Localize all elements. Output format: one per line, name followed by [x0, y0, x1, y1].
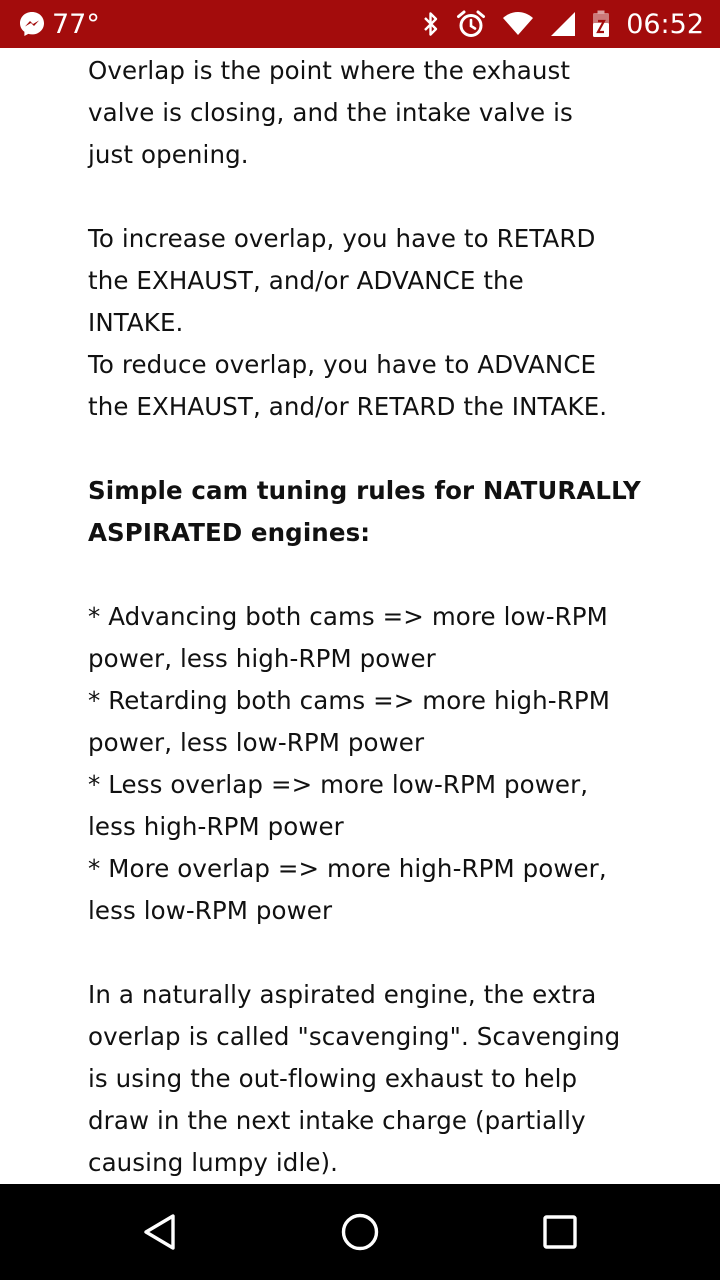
paragraph-scavenging: In a naturally aspirated engine, the extra overlap is called "scavenging". Scavenging is using the out-flowing exhaust to help draw in the next intake charge (partially causing lumpy idle). [88, 980, 621, 1177]
bluetooth-icon [422, 10, 440, 38]
navigation-bar [0, 1184, 720, 1280]
spacer [88, 932, 688, 974]
back-button[interactable] [136, 1208, 184, 1256]
paragraph-increase-overlap: To increase overlap, you have to RETARD the EXHAUST, and/or ADVANCE the INTAKE. [88, 224, 596, 337]
status-left [18, 0, 100, 48]
recents-button[interactable] [536, 1208, 584, 1256]
back-icon [140, 1212, 180, 1252]
rule-item: * Retarding both cams => more high-RPM power, less low-RPM power [88, 686, 610, 757]
recents-icon [540, 1212, 580, 1252]
clock-text: 06:52 [626, 8, 704, 40]
spacer [88, 554, 688, 596]
rule-item: * Advancing both cams => more low-RPM power, less high-RPM power [88, 602, 608, 673]
battery-icon [592, 10, 610, 38]
wifi-icon [502, 11, 534, 37]
home-icon [340, 1212, 380, 1252]
rule-item: * Less overlap => more low-RPM power, less high-RPM power [88, 770, 589, 841]
paragraph-overlap-definition: Overlap is the point where the exhaust valve is closing, and the intake valve is just opening. [88, 56, 573, 169]
status-right [406, 0, 704, 48]
signal-icon [550, 11, 576, 37]
section-heading: Simple cam tuning rules for NATURALLY ASPIRATED engines: [88, 476, 641, 547]
home-button[interactable] [336, 1208, 384, 1256]
spacer [88, 176, 688, 218]
messenger-icon [18, 10, 46, 38]
rule-item: * More overlap => more high-RPM power, less low-RPM power [88, 854, 607, 925]
temperature-text: 77° [52, 8, 100, 40]
paragraph-reduce-overlap: To reduce overlap, you have to ADVANCE the EXHAUST, and/or RETARD the INTAKE. [88, 350, 608, 421]
status-bar [0, 0, 720, 48]
alarm-icon [456, 9, 486, 39]
spacer [88, 428, 688, 470]
article-body [88, 50, 688, 1184]
